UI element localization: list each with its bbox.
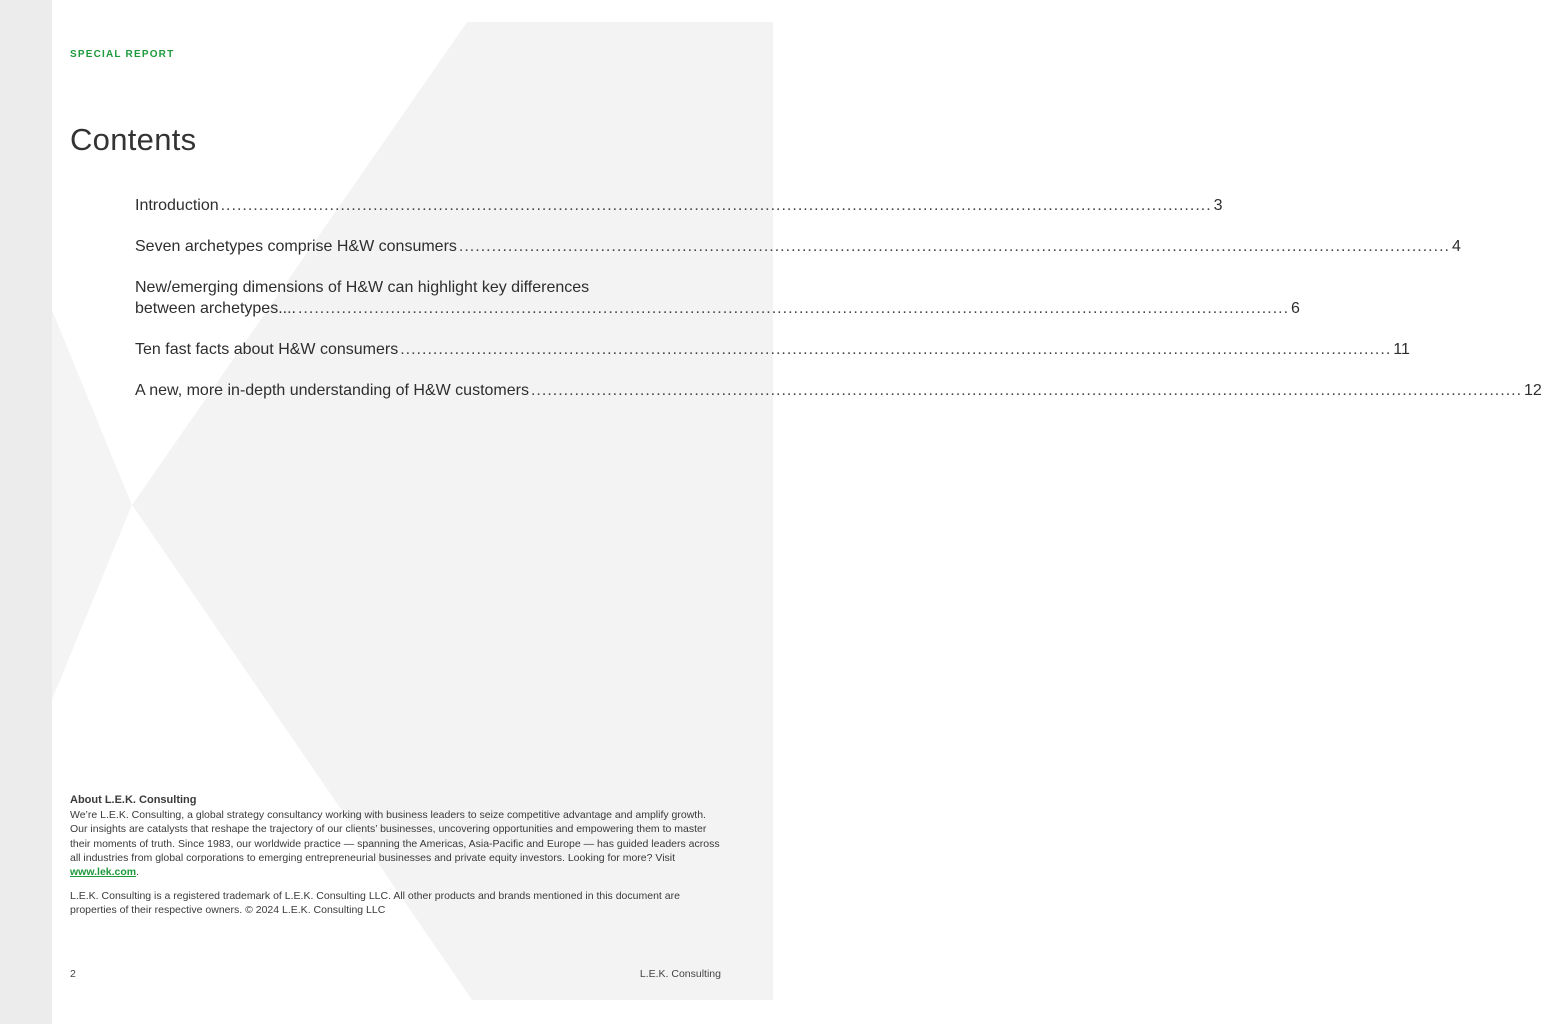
- toc-entry-label-line2: between archetypes....: [135, 300, 296, 317]
- toc-entry-label: Seven archetypes comprise H&W consumers: [135, 238, 457, 255]
- toc-entry-new-understanding[interactable]: [135, 380, 1542, 401]
- page-title: Contents: [70, 122, 197, 157]
- toc-entry-label: Ten fast facts about H&W consumers: [135, 341, 399, 358]
- toc-leader-dots: ......................................................................................................................................................................................: [220, 197, 1212, 214]
- toc-page-number: 3: [1213, 197, 1223, 214]
- legal-notice: L.E.K. Consulting is a registered trademark of L.E.K. Consulting LLC. All other products and brands mentioned in this document are properties of their respective owners. © 2024 L.E.K. Consulting LLC: [70, 890, 680, 917]
- toc-entry-label: Introduction: [135, 197, 219, 214]
- footer-brand: L.E.K. Consulting: [639, 968, 721, 980]
- toc-page-number: 11: [1393, 341, 1410, 358]
- toc-leader-dots: ......................................................................................................................................................................................: [530, 382, 1523, 399]
- toc-entry-label-line1: New/emerging dimensions of H&W can highlight key differences: [135, 279, 590, 296]
- left-margin-band: [0, 0, 52, 1024]
- toc-leader-dots: ......................................................................................................................................................................................: [400, 341, 1392, 358]
- toc-entry-emerging-dimensions[interactable]: [135, 277, 1300, 319]
- toc-page-number: 12: [1524, 382, 1542, 399]
- about-body: [70, 808, 722, 879]
- toc-leader-dots: ......................................................................................................................................................................................: [458, 238, 1450, 255]
- website-link[interactable]: www.lek.com: [70, 866, 137, 879]
- toc-entry-fast-facts[interactable]: [135, 339, 1410, 360]
- toc-page-number: 4: [1451, 238, 1461, 255]
- table-of-contents: [135, 195, 1542, 421]
- about-body-end: .: [136, 866, 140, 879]
- toc-entry-label: A new, more in-depth understanding of H&W customers: [135, 382, 529, 399]
- page-number: 2: [70, 968, 76, 980]
- about-heading: About L.E.K. Consulting: [70, 794, 197, 806]
- report-label: SPECIAL REPORT: [70, 49, 175, 60]
- about-body-text: We’re L.E.K. Consulting, a global strategy consultancy working with business leaders to seize competitive advantage and amplify growth. Our insights are catalysts that reshape the trajectory of our clients’ businesses, uncovering opportunities and empowering them to master their moments of truth. Since 1983, our worldwide practice — spanning the Americas, Asia-Pacific and Europe — has guided leaders across all industries from global corporations to emerging entrepreneurial businesses and private equity investors. Looking for more? Visit: [70, 809, 720, 864]
- toc-entry-introduction[interactable]: [135, 195, 1223, 216]
- toc-page-number: 6: [1291, 300, 1300, 317]
- toc-leader-dots: ......................................................................................................................................................................................: [297, 300, 1290, 317]
- about-section: [70, 793, 722, 918]
- toc-entry-seven-archetypes[interactable]: [135, 236, 1461, 257]
